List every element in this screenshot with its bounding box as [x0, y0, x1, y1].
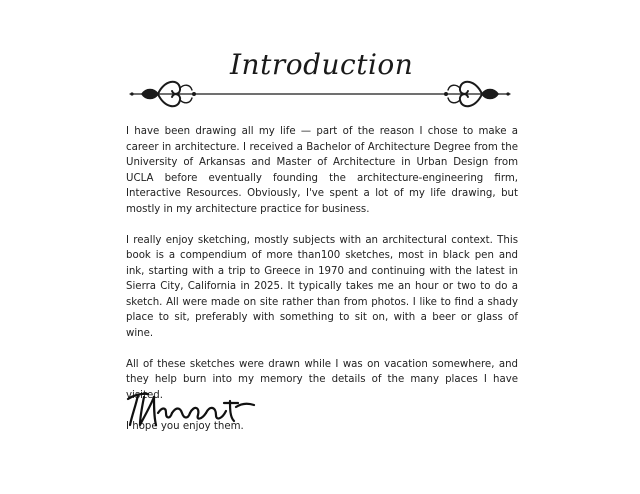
paragraph-3: All of these sketches were drawn while I was on vacation somewhere, and they help burn into my memory the details of the many places I have visited. — [126, 358, 518, 401]
paragraph-2: I really enjoy sketching, mostly subjects with an architectural context. This book is a compendium of more than100 sketches, most in black pen and ink, starting with a trip to Greece in 1970 and continuing with the latest in Sierra City, California in 2025. It typically takes me an hour or two to do a sketch. All were made on site rather than from photos. I like to find a shady place to sit, preferably with something to sit on, with a beer or glass of wine. — [126, 234, 518, 339]
paragraph-4: I hope you enjoy them. — [126, 420, 244, 432]
paragraph-1: I have been drawing all my life — part of the reason I chose to make a career in architecture. I received a Bachelor of Architecture Degree from the University of Arkansas and Master of Architecture in Urban Design from UCLA before eventually founding the architecture-engineering firm, Interactive Resources. Obviously, I've spent a lot of my life drawing, but mostly in my architecture practice for business. — [126, 126, 518, 215]
flourish-divider-icon — [128, 70, 512, 118]
handwritten-signature-icon — [124, 385, 264, 433]
page-title: Introduction — [230, 48, 414, 81]
